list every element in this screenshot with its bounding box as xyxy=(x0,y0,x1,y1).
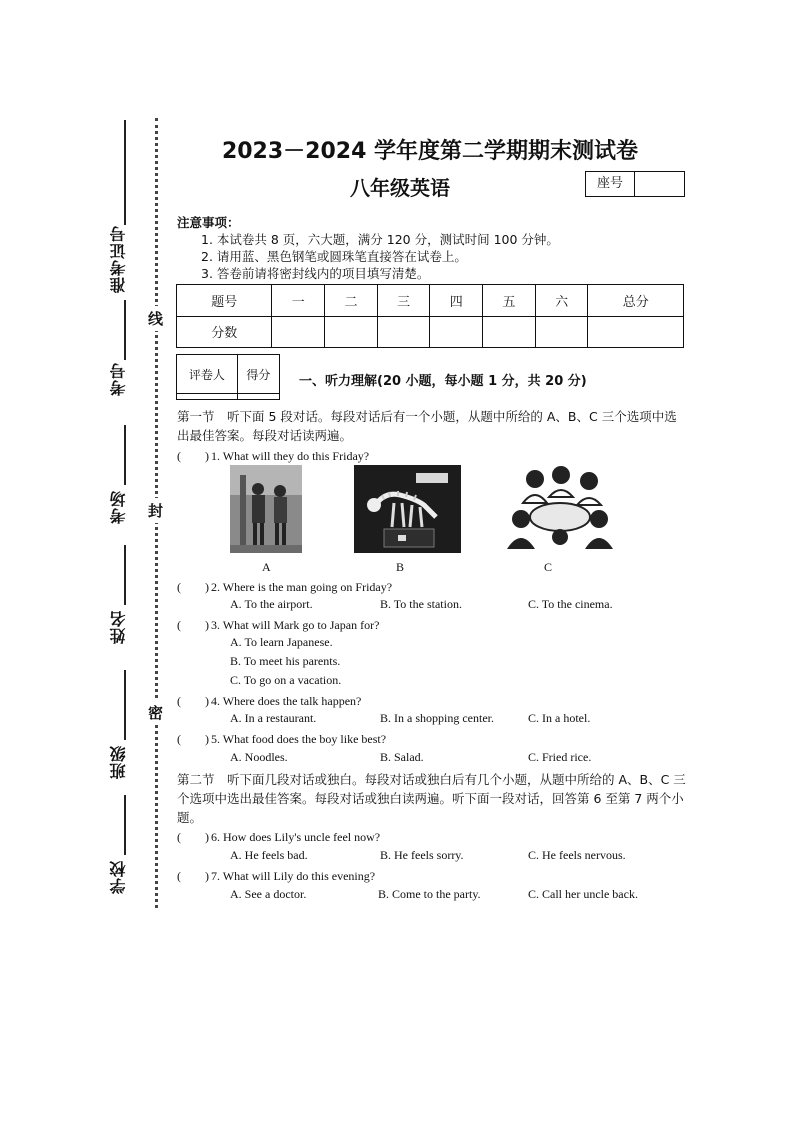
question-1 xyxy=(177,447,369,464)
margin-label-school: 学校 xyxy=(109,860,128,894)
option-b: B. Salad. xyxy=(380,750,424,764)
option-b: B. To meet his parents. xyxy=(230,654,341,668)
section-title-listening: 一、听力理解(20 小题，每小题 1 分，共 20 分) xyxy=(299,374,587,389)
notes-item: 1. 本试卷共 8 页，六大题，满分 120 分，测试时间 100 分钟。 xyxy=(201,232,559,247)
notes-item: 2. 请用蓝、黑色钢笔或圆珠笔直接答在试卷上。 xyxy=(201,249,467,264)
picture-label-a: A xyxy=(262,560,271,574)
grader-table xyxy=(176,354,280,400)
margin-underline xyxy=(124,670,126,740)
question-text: 5. What food does the boy like best? xyxy=(211,732,387,746)
option-c: C. Fried rice. xyxy=(528,750,592,764)
question-5 xyxy=(177,730,386,747)
option-a: A. He feels bad. xyxy=(230,848,308,862)
score-table-header-cell: 题号 xyxy=(177,285,272,317)
question-text: 4. Where does the talk happen? xyxy=(211,694,362,708)
option-b: B. To the station. xyxy=(380,597,462,611)
answer-blank[interactable]: ( ) xyxy=(177,580,209,594)
question-text: 1. What will they do this Friday? xyxy=(211,449,370,463)
option-a: A. To learn Japanese. xyxy=(230,635,333,649)
question-text: 6. How does Lily's uncle feel now? xyxy=(211,830,381,844)
score-cell[interactable] xyxy=(272,316,325,348)
notes-heading: 注意事项： xyxy=(177,215,240,230)
score-cell[interactable] xyxy=(483,316,536,348)
option-c: C. To the cinema. xyxy=(528,597,613,611)
notes-item: 3. 答卷前请将密封线内的项目填写清楚。 xyxy=(201,266,430,281)
answer-blank[interactable]: ( ) xyxy=(177,694,209,708)
margin-underline xyxy=(124,795,126,855)
option-a: A. To the airport. xyxy=(230,597,313,611)
option-c: C. To go on a vacation. xyxy=(230,673,342,687)
question-2 xyxy=(177,578,392,595)
picture-option-b xyxy=(354,465,461,553)
margin-label-exam-number: 考号 xyxy=(109,362,128,396)
option-a: A. See a doctor. xyxy=(230,887,307,901)
question-6 xyxy=(177,828,380,845)
margin-label-class: 班级 xyxy=(109,745,128,779)
seat-number-field[interactable] xyxy=(635,172,684,196)
seat-number-box xyxy=(585,171,685,197)
score-table-score-row xyxy=(177,316,684,348)
seat-number-label: 座号 xyxy=(586,172,635,196)
option-c: C. He feels nervous. xyxy=(528,848,626,862)
margin-label-name: 姓名 xyxy=(109,610,128,644)
margin-underline xyxy=(124,120,126,225)
part2-instructions: 第二节 听下面几段对话或独白。每段对话或独白后有几个小题，从题中所给的 A、B、C 三个选项中选出最佳答案。每段对话或独白读两遍。听下面一段对话，回答第 6 至第 7 两个小题。 xyxy=(177,772,686,825)
option-b: B. In a shopping center. xyxy=(380,711,494,725)
answer-blank[interactable]: ( ) xyxy=(177,830,209,844)
answer-blank[interactable]: ( ) xyxy=(177,449,209,463)
question-3 xyxy=(177,616,379,633)
seal-char-xian: 线 xyxy=(148,306,163,331)
score-table-header-cell: 三 xyxy=(377,285,430,317)
exam-notes xyxy=(177,214,559,282)
score-cell[interactable] xyxy=(325,316,378,348)
score-table-header-cell: 一 xyxy=(272,285,325,317)
seal-char-feng: 封 xyxy=(148,498,163,523)
score-cell[interactable] xyxy=(430,316,483,348)
score-table-header-row xyxy=(177,285,684,317)
score-cell[interactable] xyxy=(588,316,684,348)
option-a: A. In a restaurant. xyxy=(230,711,317,725)
option-c: C. In a hotel. xyxy=(528,711,591,725)
margin-underline xyxy=(124,300,126,360)
score-table-header-cell: 六 xyxy=(535,285,588,317)
question-7 xyxy=(177,867,375,884)
margin-label-exam-id: 准考证号 xyxy=(109,225,128,293)
score-table xyxy=(176,284,684,348)
margin-underline xyxy=(124,425,126,485)
grader-cell[interactable] xyxy=(177,394,238,400)
points-cell[interactable] xyxy=(237,394,279,400)
points-label: 得分 xyxy=(237,355,279,394)
score-table-header-cell: 二 xyxy=(325,285,378,317)
answer-blank[interactable]: ( ) xyxy=(177,618,209,632)
picture-label-c: C xyxy=(544,560,553,574)
seal-char-mi: 密 xyxy=(148,700,163,725)
score-row-label: 分数 xyxy=(177,316,272,348)
option-b: B. He feels sorry. xyxy=(380,848,464,862)
question-text: 2. Where is the man going on Friday? xyxy=(211,580,393,594)
score-table-header-cell: 四 xyxy=(430,285,483,317)
margin-underline xyxy=(124,545,126,605)
part1-instructions: 第一节 听下面 5 段对话。每段对话后有一个小题，从题中所给的 A、B、C 三个选项中选出最佳答案。每段对话读两遍。 xyxy=(177,409,677,443)
option-b: B. Come to the party. xyxy=(378,887,481,901)
grader-label: 评卷人 xyxy=(177,355,238,394)
question-4 xyxy=(177,692,361,709)
score-cell[interactable] xyxy=(535,316,588,348)
answer-blank[interactable]: ( ) xyxy=(177,732,209,746)
score-table-header-cell: 五 xyxy=(483,285,536,317)
exam-subject: 八年级英语 xyxy=(350,176,450,200)
question-text: 3. What will Mark go to Japan for? xyxy=(211,618,380,632)
picture-option-c xyxy=(505,465,615,553)
question-text: 7. What will Lily do this evening? xyxy=(211,869,376,883)
score-cell[interactable] xyxy=(377,316,430,348)
option-a: A. Noodles. xyxy=(230,750,288,764)
picture-label-b: B xyxy=(396,560,405,574)
margin-label-exam-room: 考场 xyxy=(109,490,128,524)
exam-title: 2023－2024 学年度第二学期期末测试卷 xyxy=(221,139,639,164)
answer-blank[interactable]: ( ) xyxy=(177,869,209,883)
score-table-header-cell: 总分 xyxy=(588,285,684,317)
option-c: C. Call her uncle back. xyxy=(528,887,638,901)
picture-option-a xyxy=(230,465,302,553)
